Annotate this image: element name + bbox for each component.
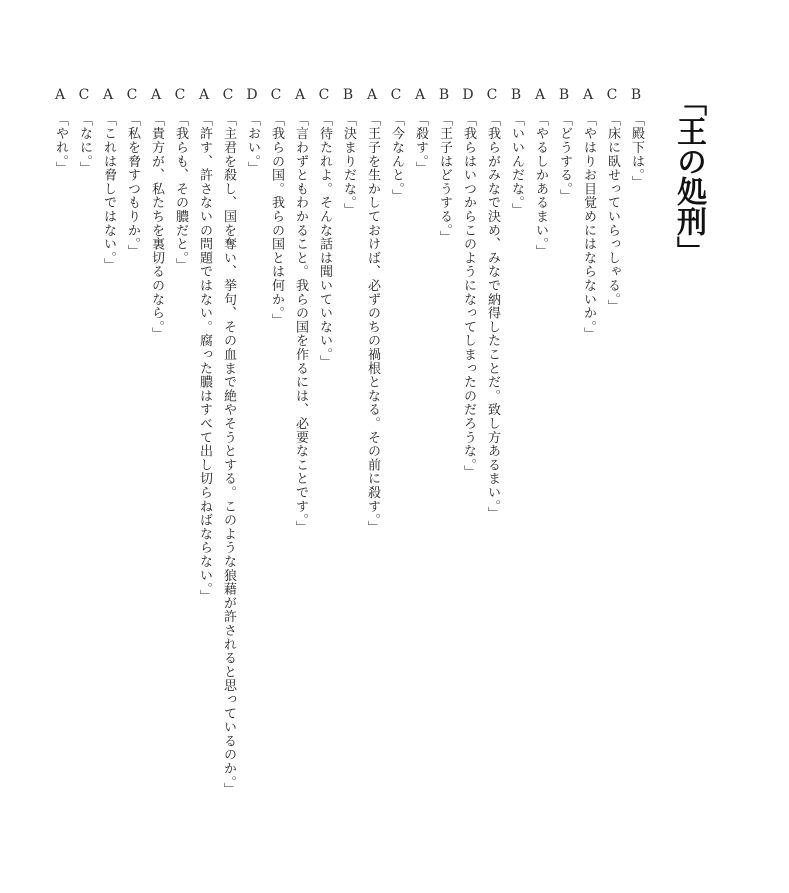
- speech-text: 「主君を殺し、国を奪い、挙句、その血まで絶やそうとする。このような狼藉が許されると思っているのか。」: [221, 113, 236, 797]
- speaker-label: B: [630, 87, 642, 103]
- speech-text: 「やるしかあるまい。」: [533, 113, 548, 259]
- speaker-label: B: [438, 87, 450, 103]
- page-title: 「王の処刑」: [671, 86, 706, 266]
- dialogue-line: [96, 80, 120, 860]
- dialogue-column-group: [53, 80, 648, 860]
- speaker-label: C: [270, 87, 282, 103]
- dialogue-line: [144, 80, 168, 860]
- speech-text: 「私を脅すつもりか。」: [125, 113, 140, 259]
- speech-text: 「殺す。」: [413, 113, 428, 176]
- speaker-label: C: [486, 87, 498, 103]
- speech-text: 「王子はどうする。」: [437, 113, 452, 245]
- dialogue-line: [480, 80, 504, 860]
- speech-text: 「これは脅しではない。」: [101, 113, 116, 273]
- speaker-label: C: [126, 87, 138, 103]
- dialogue-line: [600, 80, 624, 860]
- speaker-label: D: [462, 87, 474, 103]
- speaker-label: B: [558, 87, 570, 103]
- speaker-label: A: [102, 87, 114, 103]
- speech-text: 「おい。」: [245, 113, 260, 176]
- dialogue-line: [192, 80, 216, 860]
- speech-text: 「やれ。」: [53, 113, 68, 176]
- speech-text: 「貴方が、私たちを裏切るのなら。」: [149, 113, 164, 342]
- speech-text: 「やはりお目覚めにはならないか。」: [581, 113, 596, 342]
- speech-text: 「今なんと。」: [389, 113, 404, 204]
- speaker-label: C: [606, 87, 618, 103]
- speaker-label: A: [150, 87, 162, 103]
- speaker-label: C: [318, 87, 330, 103]
- dialogue-line: [168, 80, 192, 860]
- dialogue-line: [360, 80, 384, 860]
- speech-text: 「殿下は。」: [629, 113, 644, 190]
- dialogue-line: [528, 80, 552, 860]
- speaker-label: A: [294, 87, 306, 103]
- dialogue-line: [384, 80, 408, 860]
- dialogue-line: [456, 80, 480, 860]
- speaker-label: A: [198, 87, 210, 103]
- speaker-label: D: [246, 87, 258, 103]
- speech-text: 「どうする。」: [557, 113, 572, 204]
- speaker-label: C: [174, 87, 186, 103]
- dialogue-line: [624, 80, 648, 860]
- speech-text: 「我らはいつからこのようになってしまったのだろうな。」: [461, 113, 476, 480]
- speech-text: 「床に臥せっていらっしゃる。」: [605, 113, 620, 314]
- speech-text: 「我らの国。我らの国とは何か。」: [269, 113, 284, 328]
- dialogue-line: [312, 80, 336, 860]
- speech-text: 「言わずともわかること。我らの国を作るには、必要なことです。」: [293, 113, 308, 535]
- dialogue-line: [552, 80, 576, 860]
- speech-text: 「許す、許さないの問題ではない。腐った膿はすべて出し切らねばならない。」: [197, 113, 212, 604]
- speaker-label: B: [510, 87, 522, 103]
- speech-text: 「なに。」: [77, 113, 92, 176]
- dialogue-line: [72, 80, 96, 860]
- dialogue-line: [336, 80, 360, 860]
- speech-text: 「決まりだな。」: [341, 113, 356, 217]
- dialogue-line: [288, 80, 312, 860]
- dialogue-line: [240, 80, 264, 860]
- speaker-label: A: [54, 87, 66, 103]
- dialogue-line: [264, 80, 288, 860]
- speech-text: 「いいんだな。」: [509, 113, 524, 217]
- dialogue-line: [504, 80, 528, 860]
- dialogue-line: [216, 80, 240, 860]
- speaker-label: A: [366, 87, 378, 103]
- speech-text: 「我らがみなで決め、みなで納得したことだ。致し方あるまい。」: [485, 113, 500, 521]
- dialogue-line: [432, 80, 456, 860]
- speech-text: 「王子を生かしておけば、必ずのちの禍根となる。その前に殺す。」: [365, 113, 380, 535]
- speaker-label: A: [582, 87, 594, 103]
- speaker-label: C: [78, 87, 90, 103]
- dialogue-line: [576, 80, 600, 860]
- speaker-label: A: [414, 87, 426, 103]
- speaker-label: A: [534, 87, 546, 103]
- speech-text: 「待たれよ。そんな話は聞いていない。」: [317, 113, 332, 369]
- speech-text: 「我らも、その膿だと。」: [173, 113, 188, 273]
- speaker-label: B: [342, 87, 354, 103]
- dialogue-line: [48, 80, 72, 860]
- dialogue-line: [408, 80, 432, 860]
- speaker-label: C: [390, 87, 402, 103]
- dialogue-line: [120, 80, 144, 860]
- speaker-label: C: [222, 87, 234, 103]
